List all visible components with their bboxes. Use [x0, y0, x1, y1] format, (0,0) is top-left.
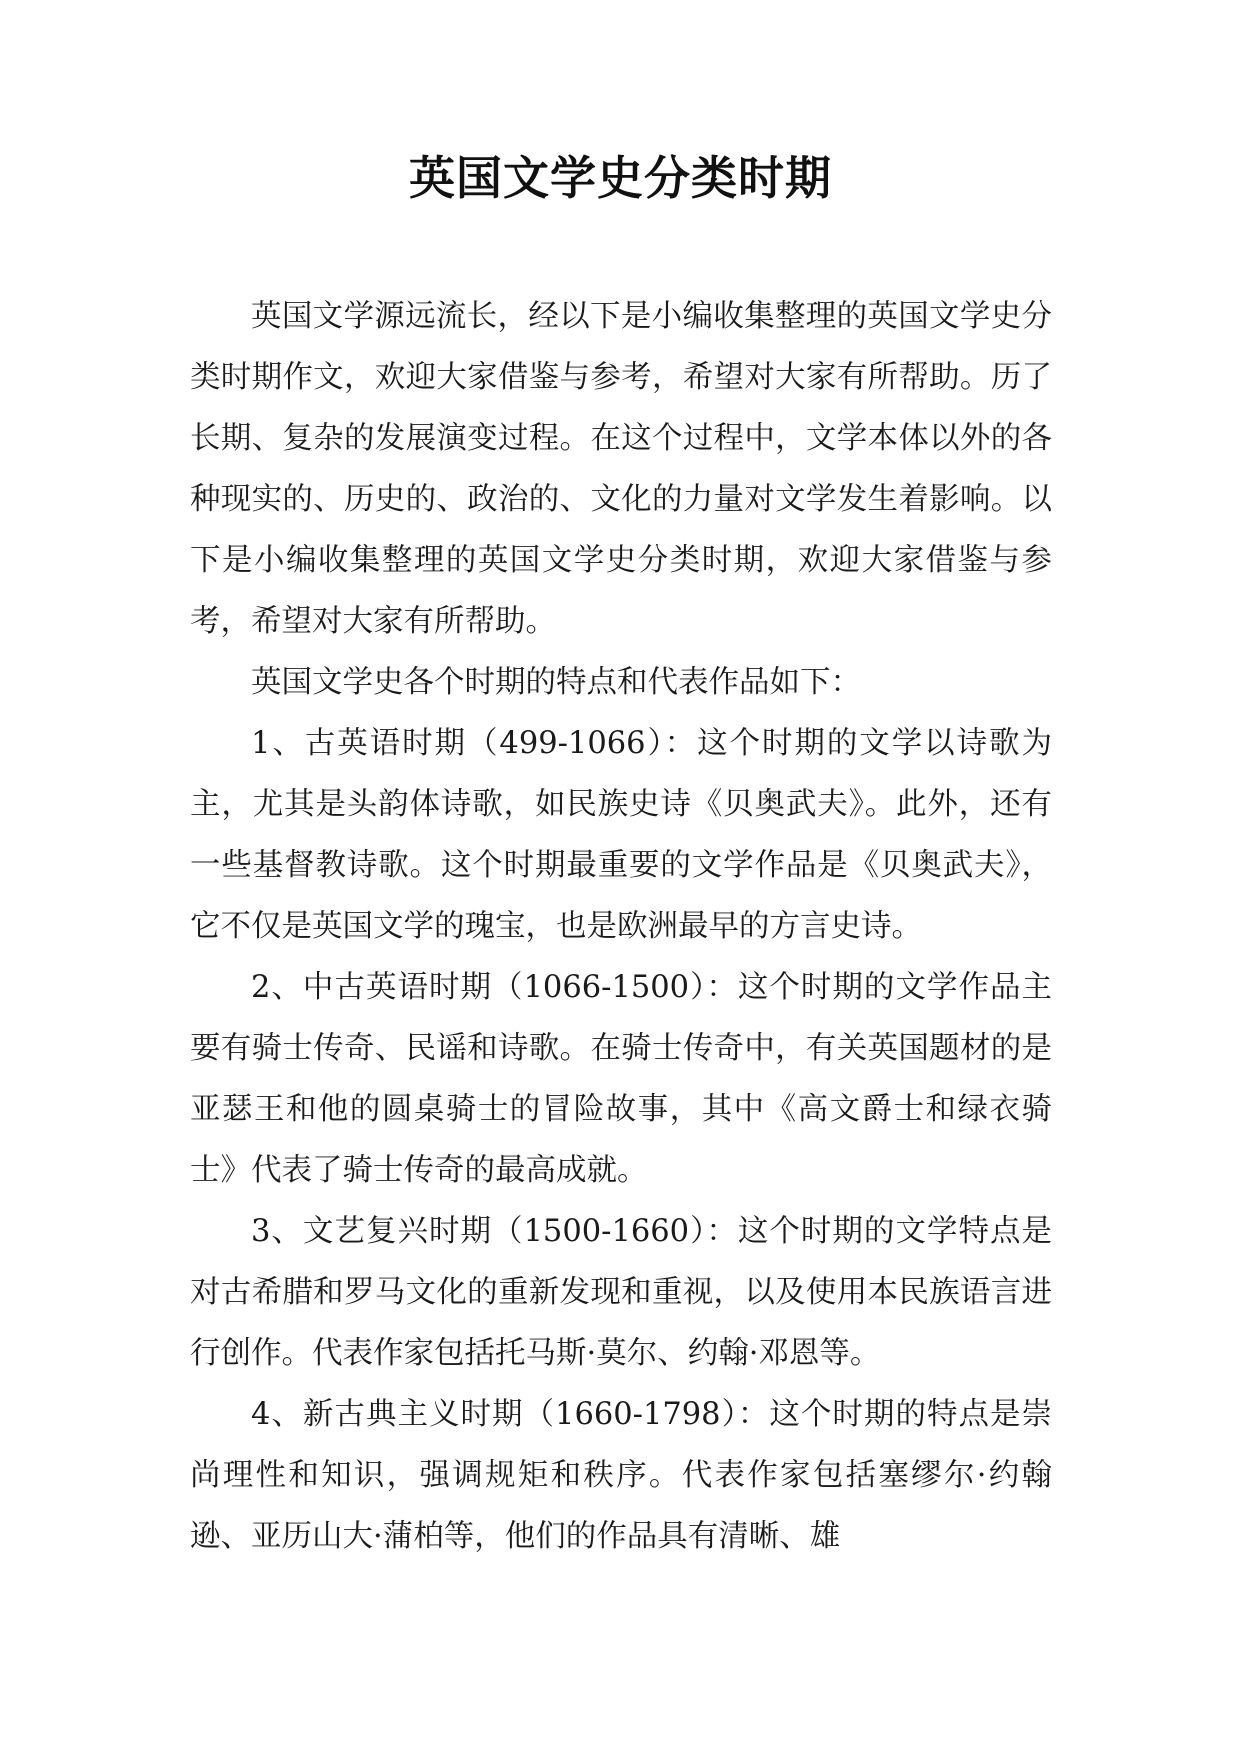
document-title: 英国文学史分类时期 [409, 151, 832, 205]
paragraph-middle-english: 2、中古英语时期（1066-1500）：这个时期的文学作品主要有骑士传奇、民谣和诗歌。在骑士传奇中，有关英国题材的是亚瑟王和他的圆桌骑士的冒险故事，其中《高文爵士和绿衣骑士》代表了骑士传奇的最高成就。 [190, 970, 1052, 1188]
document-body [190, 286, 1052, 1567]
paragraph-neoclassical: 4、新古典主义时期（1660-1798）：这个时期的特点是崇尚理性和知识，强调规矩和秩序。代表作家包括塞缪尔·约翰逊、亚历山大·蒲柏等，他们的作品具有清晰、雄 [190, 1397, 1052, 1554]
paragraph-overview: 英国文学史各个时期的特点和代表作品如下： [251, 665, 861, 700]
paragraph-intro: 英国文学源远流长，经以下是小编收集整理的英国文学史分类时期作文，欢迎大家借鉴与参考，希望对大家有所帮助。历了长期、复杂的发展演变过程。在这个过程中，文学本体以外的各种现实的、历史的、政治的、文化的力量对文学发生着影响。以下是小编收集整理的英国文学史分类时期，欢迎大家借鉴与参考，希望对大家有所帮助。 [190, 299, 1052, 639]
paragraph-renaissance: 3、文艺复兴时期（1500-1660）：这个时期的文学特点是对古希腊和罗马文化的重新发现和重视，以及使用本民族语言进行创作。代表作家包括托马斯·莫尔、约翰·邓恩等。 [190, 1214, 1052, 1371]
paragraph-old-english: 1、古英语时期（499-1066）：这个时期的文学以诗歌为主，尤其是头韵体诗歌，如民族史诗《贝奥武夫》。此外，还有一些基督教诗歌。这个时期最重要的文学作品是《贝奥武夫》，它不仅是英国文学的瑰宝，也是欧洲最早的方言史诗。 [190, 726, 1052, 944]
